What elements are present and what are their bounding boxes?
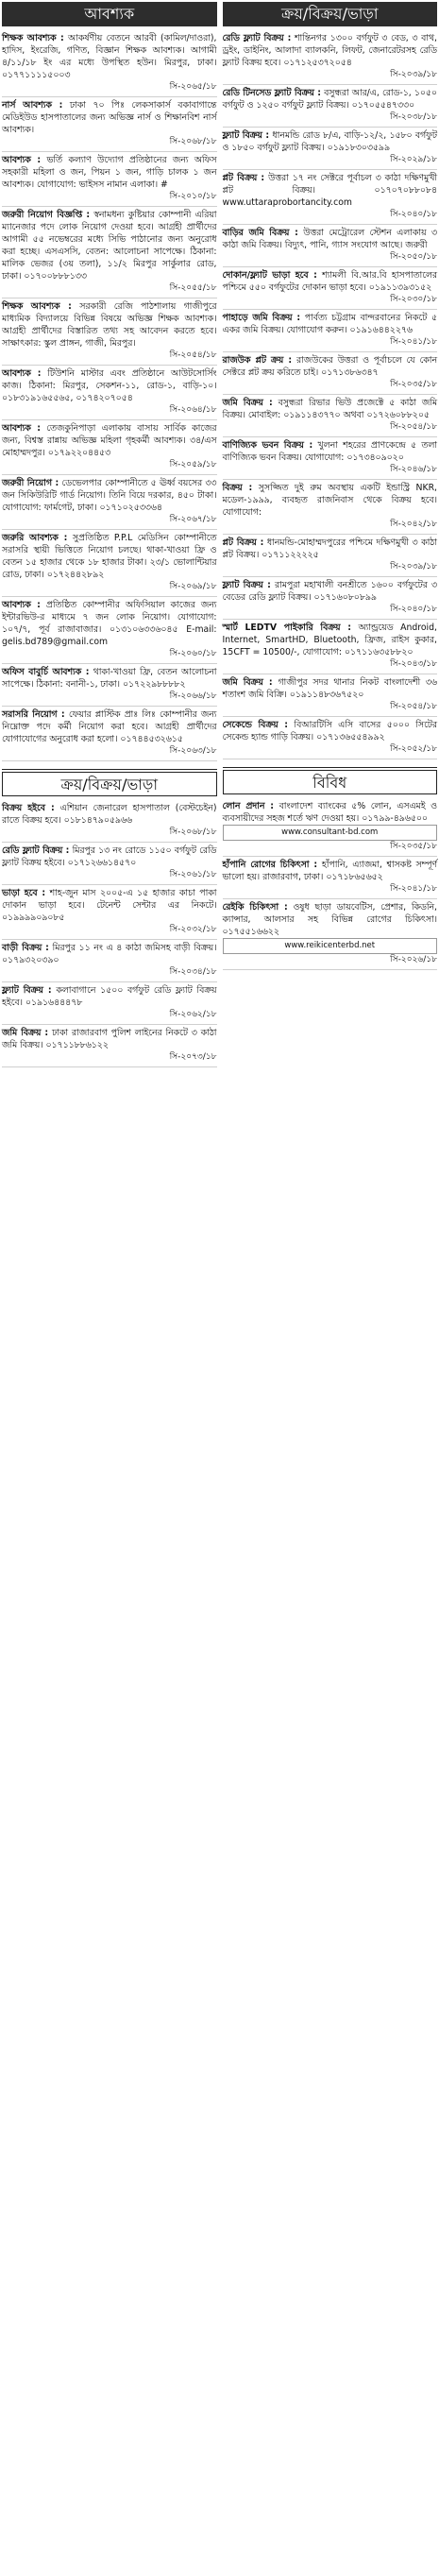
- ad-title: রেডি ফ্ল্যাট বিক্রয় :: [222, 33, 292, 43]
- ad-code: সি-২০৩৫/১৮: [390, 842, 437, 851]
- ad-body: সুসজ্জিত দুই রুম অবস্থায় একটি ইন্ডাস্ট্রি NKR, মডেল-১৯৯৯, ব্যবহৃত রাজনিবাস থেকে বিক্রয় হবে। যোগাযোগ:: [222, 483, 437, 518]
- ad-title: প্লট বিক্রয় :: [222, 537, 264, 548]
- ad-list: [223, 30, 438, 759]
- ad-title: জরুরী নিয়োগ বিজ্ঞপ্তি :: [2, 210, 91, 220]
- ad-code: সি-২০৩০/১৮: [390, 295, 437, 304]
- ad-code: সি-২০৫৪/১৮: [169, 350, 217, 360]
- classified-ad: [223, 352, 438, 395]
- ad-list: [2, 30, 217, 761]
- ad-code: সি-২০৭৩/১৮: [169, 1052, 217, 1062]
- classified-ad: [223, 170, 438, 225]
- classified-ad: [2, 152, 217, 207]
- classified-ad: [2, 707, 217, 761]
- ad-body: তেজকুনিপাড়া এলাকায় বাসায় সার্বিক কাজের জন্য, বিশ্বস্ত রান্নায় অভিজ্ঞ মহিলা গৃহকর্মী আবশ্যক। ৩৪/এস মোহাম্মদপুর। ০১৭৯২২০৪৪৫৩: [2, 423, 217, 458]
- ad-title: আবশ্যক :: [2, 423, 41, 434]
- ad-body: ঢাকা রাজারবাগ পুলিশ লাইনের নিকটে ৩ কাঠা জমি বিক্রয়। ০১৭১১৮৮৬১২২: [2, 1028, 217, 1050]
- ad-title: রেইকি চিকিৎসা :: [222, 902, 288, 913]
- ad-body: গাজীপুর সদর থানার নিকট বাংলাদেশী ৩৬ শতাংশ জমি বিক্রি। ০১৯১১৪৮৩৬৭৫২০: [222, 677, 438, 700]
- section-left-b: [2, 772, 217, 1067]
- ad-code: সি-২০৪৩/১৮: [390, 659, 437, 669]
- ad-body: শ্যামলী বি.আর.বি হাসপাতালের পশ্চিমে ৫৫০ বর্গফুটের দোকান ভাড়া হবে। ০১৯১১৩৯৩১৫২: [222, 270, 437, 293]
- classified-ad: [2, 475, 217, 530]
- ad-code: সি-২০৬১/১৮: [169, 870, 217, 879]
- ad-title: জমি বিক্রয় :: [222, 398, 273, 408]
- classified-ad: [223, 225, 438, 267]
- ad-code: সি-২০৫০/১৮: [390, 252, 437, 262]
- ad-body: বিআরটিসি এসি বাসের ৫০০০ সিটের সেকেন্ড হ্যান্ড গাড়ি বিক্রয়। ০১৭১৩৬৫৫৪৯৯২: [222, 720, 437, 742]
- ad-body: পার্বত্য চট্টগ্রাম বান্দরবানের নিকটে ৫ একর জমি বিক্রয়। যোগাযোগ করুন। ০১৯১৬৪৪২২৭৬: [222, 313, 437, 335]
- ad-body: এশিয়ান জেনারেল হাসপাতাল (বেস্টচেইন) রাতে বিক্রয় হবে। ০১৮১৪৭৯০৫৯৬৬: [2, 803, 217, 826]
- section-right-a: [223, 2, 438, 759]
- classified-ad: [2, 366, 217, 420]
- ad-title: ফ্ল্যাট বিক্রয় :: [2, 985, 52, 996]
- ad-code: সি-২০৬৭/১৮: [169, 515, 217, 524]
- ad-body: ওষুধ ছাড়া ডায়বেটিস, প্রেশার, কিডনি, ক্যান্সার, আলসার সহ বিভিন্ন রোগের চিকিৎসা। ০১৭৫৫১৬৬২২: [222, 902, 437, 937]
- ad-title: রেডি ফ্ল্যাট বিক্রয় :: [2, 845, 70, 856]
- ad-title: ফ্ল্যাট বিক্রয় :: [222, 580, 271, 590]
- ad-code: সি-২০৬৬/১৮: [169, 691, 217, 701]
- ad-code: সি-২০১০/১৮: [169, 192, 217, 201]
- ad-code: সি-২০৪১/১৮: [390, 337, 437, 347]
- ad-code: সি-২০৩৫/১৮: [390, 380, 437, 389]
- ad-body: টিউশনি মাস্টার এবং প্রতিষ্ঠানে আউটসোর্সিং কাজ। ঠিকানা: মিরপুর, সেকশন-১১, রোড-১, বাড়ি-১০। ০১৮৩১৯১৬৫৫৬৫, ০১৭৪২০৭০৫৪: [2, 368, 217, 403]
- ad-body: অ্যান্ড্রয়েড Android, Internet, SmartHD, Bluetooth, ফ্রিজ, রাইস কুকার, 15CFT = 10500/-, যোগাযোগ: ০১৭১১৬৩৫৮৮২০: [222, 623, 437, 657]
- section-header: ক্রয়/বিক্রয়/ভাড়া: [2, 772, 217, 796]
- classified-ad: [223, 899, 438, 970]
- classified-ad: [2, 885, 217, 940]
- classified-ad: [223, 437, 438, 480]
- ad-code: সি-২০৫৪/১৮: [390, 702, 437, 711]
- ad-code: সি-২০৬০/১৮: [169, 649, 217, 658]
- ad-title: জমি বিক্রয় :: [2, 1028, 49, 1038]
- ad-code: সি-২০৩৮/১৮: [390, 112, 437, 122]
- classified-ad: [2, 299, 217, 366]
- classified-ad: [223, 395, 438, 437]
- ad-code: সি-২০৩২/১৮: [169, 925, 217, 934]
- divider: [2, 769, 217, 770]
- ad-code: সি-২০৩৯/১৮: [390, 70, 437, 79]
- divider: [223, 767, 438, 768]
- classified-ad: [223, 30, 438, 85]
- ad-body: আকর্ষণীয় বেতনে আরবী (কামিল/দাওরা), হাদিস, ইংরেজি, গণিত, বিজ্ঞান শিক্ষক আবশ্যক। আগামী ৪/১১/১৮ ইং এর মধ্যে উপস্থিত হউন। মিরপুর, ঢাকা। ০১৭৭১১১১৫০০৩: [2, 33, 217, 80]
- ad-code: সি-২০৫২/১৮: [390, 744, 437, 754]
- section-header: বিবিধ: [223, 770, 438, 794]
- ad-title: পাহাড়ে জমি বিক্রয় :: [222, 313, 301, 323]
- ad-code: সি-২০৫৯/১৮: [169, 460, 217, 469]
- ad-title: রেডি টিনসেড ফ্ল্যাট বিক্রয় :: [222, 88, 322, 98]
- ad-title: সেকেন্ডে বিক্রয় :: [222, 720, 288, 730]
- ad-body: শান্তিনগর ১৩০০ বর্গফুট ৩ বেড, ৩ বাথ, ড্রইং, ডাইনিং, আলাদা ব্যালকনি, লিফট, জেনারেটরসহ রেডি ফ্ল্যাট বিক্রয় হবে। ০১৭১২৫৩৭২০৫৪: [222, 33, 437, 68]
- classified-ad: [2, 664, 217, 707]
- ad-code: সি-২০৬৩/১৮: [169, 746, 217, 756]
- classified-ad: [2, 940, 217, 982]
- ad-body: বসুন্ধরা আর/এ, রোড-১, ১০৫০ বর্গফুট ও ১২৫০ বর্গফুট ফ্ল্যাট বিক্রয়। ০১৭০৫৫৪৭৩৩০: [222, 88, 437, 111]
- ad-body: শাহ-জুন মাস ২০০৫-এ ১৫ হাজার কাচা পাকা দোকান ভাড়া হবে। টেনেন্ট সেন্টার এর নিকটে। ০১৯৯৯৯০৯০৮৫: [2, 888, 217, 923]
- ad-title: অফিস বাবুর্চি আবশ্যক :: [2, 667, 90, 677]
- ad-code: সি-২০৪২/১৮: [390, 520, 437, 529]
- right-column: [223, 2, 438, 2576]
- classified-ad: [2, 30, 217, 97]
- classified-ad: [2, 597, 217, 664]
- ad-body: বসুন্ধরা রিভার ভিউ প্রজেক্টে ৫ কাঠা জমি বিক্রয়। মোবাইল: ০১৯১১৪৩৭৭০ অথবা ০১৭২৬০৮৮২০৫: [222, 398, 437, 420]
- ad-title: প্লট বিক্রয় :: [222, 173, 265, 183]
- ad-title: আবশ্যক :: [2, 600, 41, 610]
- ad-code: সি-২০৬৮/১৮: [169, 827, 217, 837]
- ad-code: সি-২০৫৫/১৮: [169, 283, 217, 293]
- ad-title: রাজউক প্লট ক্রয় :: [222, 355, 293, 366]
- ad-body: ফেয়ার প্লাস্টিক প্রাঃ লিঃ কোম্পানীর জন্য নিম্নোক্ত পদে কর্মী নিয়োগ করা হবে। আগ্রহী প্রার্থীদের যোগাযোগের অনুরোধ করা হলো। ০১৭৪৪৫৩২৬১৫: [2, 709, 217, 744]
- ad-body: উত্তরা ১৭ নং সেক্টরে পূর্বাচল ৩ কাঠা দক্ষিণমুখী প্লট বিক্রয়। ০১৭০৭০৮৮০৮৪ www.uttaraprobortancity.com: [222, 173, 437, 208]
- ad-body: সরকারী রেজি পাঠশালায় গাজীপুরে মাধ্যমিক বিদ্যালয়ে বিভিন্ন বিষয়ে অভিজ্ঞ শিক্ষক আবশ্যক। আগ্রহী প্রার্থীদের বিস্তারিত তথ্য সহ আবেদন করতে হবে। সাক্ষাৎকার: স্কুল প্রাঙ্গন, গাজী, মিরপুর।: [2, 301, 217, 349]
- ad-website-link[interactable]: www.reikicenterbd.net: [223, 938, 438, 954]
- ad-code: সি-২০৪১/১৮: [390, 884, 437, 894]
- ad-code: সি-২০২৯/১৮: [390, 155, 437, 164]
- ad-website-link[interactable]: www.consultant-bd.com: [223, 825, 438, 841]
- section-header: আবশ্যক: [2, 2, 217, 26]
- classified-ad: [223, 798, 438, 857]
- classified-ad: [223, 310, 438, 352]
- section-header: ক্রয়/বিক্রয়/ভাড়া: [223, 2, 438, 26]
- classified-ad: [223, 267, 438, 310]
- classified-ad: [2, 530, 217, 597]
- ad-body: কলাবাগানে ১৫০০ বর্গফুট রেডি ফ্ল্যাট বিক্রয় হইবে। ০১৯১৬৪৪৪৭৮: [2, 985, 217, 1008]
- ad-code: সি-২০৪৬/১৮: [390, 465, 437, 474]
- classified-ad: [2, 982, 217, 1025]
- section-left-a: [2, 2, 217, 761]
- ad-body: হাঁপানি, এ্যাজমা, শ্বাসকষ্ট সম্পূর্ণ ভালো হয়। রাজারবাগ, ঢাকা। ০১৭১৮৬৫৬৫২: [222, 860, 437, 882]
- ad-code: সি-২০৪০/১৮: [390, 210, 437, 219]
- classified-ad: [2, 800, 217, 843]
- ad-body: ডেভেলপার কোম্পানীতে ৫ ঊর্ধ্ব বয়সের ৩৩ জন সিকিউরিটি গার্ড নিয়োগ। তিনি বিয়ে দরকার, ৪৫০ টাকা। যোগাযোগ: ফার্মগেট, ঢাকা। ০১৭১০২৫৩৩৬৪: [2, 478, 217, 513]
- classified-ad: [2, 843, 217, 885]
- ad-title: ফ্ল্যাট বিক্রয় :: [222, 130, 270, 141]
- ad-title: স্মার্ট LEDTV পাইকারি বিক্রয় :: [222, 623, 352, 633]
- ad-body: সুপ্রতিষ্ঠিত P.P.L মেডিসিন কোম্পানীতে সরাসরি স্থায়ী ভিত্তিতে নিয়োগ চলছে। থাকা-খাওয়া ফ্রি ও বেতন ১৫ হাজার থেকে ১৮ হাজার টাকা। ২৩/১ ভোলান্টিয়ার রোড, ঢাকা। ০১৭২৪৪২৮৯২: [2, 533, 217, 580]
- classified-ad: [2, 1025, 217, 1067]
- ad-body: বাংলাদেশ ব্যাংকের ৫% লোন, এসএমই ও ব্যবসায়ীদের সহজ শর্তে ঋণ দেওয়া হয়। ০১৭৯৯-৪৯৬৫০০: [222, 801, 437, 824]
- ad-title: বাড়ির জমি বিক্রয় :: [222, 228, 298, 238]
- classified-ad: [2, 207, 217, 299]
- ad-title: ভাড়া হবে :: [2, 888, 46, 898]
- classified-ad: [223, 85, 438, 128]
- ad-title: লোন প্রদান :: [222, 801, 274, 811]
- classified-ad: [223, 535, 438, 577]
- ad-body: উত্তরা মেট্রোরেল স্টেশন এলাকায় ৩ কাঠা জমি বিক্রয়। বিদ্যুৎ, পানি, গ্যাস সংযোগ আছে। জরুরী: [222, 228, 437, 250]
- ad-body: রাজউকের উত্তরা ও পূর্বাচলে যে কোন সেক্টরে প্লট ক্রয় করিতে চাই। ০১৭১৩৮৬৩৪৭: [222, 355, 437, 378]
- ad-body: থাকা-খাওয়া ফ্রি, বেতন আলোচনা সাপেক্ষে। ঠিকানা: বনানী-১, ঢাকা। ০১৭২২৯৮৮৮৮২: [2, 667, 217, 690]
- ad-body: রামপুরা মহাখালী বনশ্রীতে ১৬০০ বর্গফুটের ৩ বেডের রেডি ফ্ল্যাট বিক্রয়। ০১৭১৬০৮০৮৯৯: [222, 580, 437, 603]
- left-column: [2, 2, 217, 2576]
- ad-title: হাঁপানি রোগের চিকিৎসা :: [222, 860, 318, 870]
- ad-body: মিরপুর ১১ নং এ ৪ কাঠা জমিসহ বাড়ী বিক্রয়। ০১৭৯৩২০৩৯০: [2, 943, 217, 965]
- classified-ad: [223, 577, 438, 620]
- ad-code: সি-২০৪০/১৮: [390, 605, 437, 614]
- ad-title: শিক্ষক আবশ্যক :: [2, 301, 72, 312]
- ad-title: বিক্রয় হইবে :: [2, 803, 55, 813]
- ad-code: সি-২০৩৯/১৮: [390, 562, 437, 571]
- ad-body: মিরপুর ১৩ নং রোডে ১১৫০ বর্গফুট রেডি ফ্ল্যাট বিক্রয় হইবে। ০১৭১২৬৬১৪৫৭০: [2, 845, 217, 868]
- section-right-b: [223, 770, 438, 970]
- ad-title: বাণিজ্যিক ভবন বিক্রয় :: [222, 440, 313, 451]
- ad-code: সি-২০৬৯/১৮: [169, 582, 217, 591]
- ad-body: ধানমন্ডি-মোহাম্মদপুরের পশ্চিমে দক্ষিণমুখী ৩ কাঠা প্লট বিক্রয়। ০১৭১১২২২২৫: [222, 537, 437, 560]
- ad-body: স্বনামধন্য কুষ্টিয়ার কোম্পানী এরিয়া ম্যানেজার পদে লোক নিয়োগ দেওয়া হবে। আগ্রহী প্রার্থীদের আগামী ৫৫ নভেম্বরের মধ্যে সিভি পাঠানোর জন্য অনুরোধ করা হচ্ছে। এসএসসি, বেতন: আলোচনা সাপেক্ষে। ঠিকানা: মালিক ভেজর (৩য় তলা), ১১/২ মিরপুর সার্কুলার রোড, ঢাকা। ০১৭০০৮৮৮১৩৩: [2, 210, 217, 281]
- classified-ad: [223, 857, 438, 899]
- ad-code: সি-২০২৬/১৮: [390, 955, 437, 964]
- ad-title: শিক্ষক আবশ্যক :: [2, 33, 64, 43]
- ad-title: আবশ্যক :: [2, 368, 42, 379]
- classified-ad: [223, 480, 438, 535]
- classified-ad: [2, 97, 217, 152]
- ad-code: সি-২০৩৪/১৮: [169, 967, 217, 977]
- ad-code: সি-২০৬৮/১৮: [169, 137, 217, 146]
- ad-body: প্রতিষ্ঠিত কোম্পানীর অফিসিয়াল কাজের জন্য ইন্টারভিউ-র মাধ্যমে ৭ জন লোক নিয়োগ। যোগাযোগ: ১০৭/৭, পূর্ব রাজাবাজার। ০১৩১০৬৩৩৬০৪৫ E-mail: gelis.bd789@gmail.com: [2, 600, 217, 647]
- ad-title: জরুরি আবশ্যক :: [2, 533, 68, 543]
- classified-ad: [223, 674, 438, 717]
- ad-body: ভর্তি কল্যাণ উদ্যোগ প্রতিষ্ঠানের জন্য অফিস সহকারী মহিলা ও জন, পিয়ন ১ জন, গাড়ি চালক ১ জন আবশ্যক। যোগাযোগ: ভাইসস নামান এলাকা। #: [2, 155, 217, 190]
- ad-code: সি-২০৬৫/১৮: [169, 82, 217, 92]
- ad-title: দোকান/ফ্ল্যাট ভাড়া হবে :: [222, 270, 317, 281]
- classified-ad: [223, 128, 438, 170]
- ad-title: সরাসরি নিয়োগ :: [2, 709, 65, 720]
- ad-code: সি-২০৬৪/১৮: [169, 405, 217, 415]
- ad-list: [2, 800, 217, 1067]
- ad-title: বাড়ী বিক্রয় :: [2, 943, 49, 953]
- ad-body: ধানমন্ডি রোড ৮/এ, বাড়ি-১২/২, ১৫৮০ বর্গফুট ও ১৮৫০ বর্গফুট ফ্ল্যাট বিক্রয়। ০১৯১৮৩০৩৫৯৯: [222, 130, 437, 153]
- ad-title: জমি বিক্রয় :: [222, 677, 273, 688]
- classified-ad: [223, 620, 438, 674]
- ad-body: ঢাকা ৭০ পিঃ লেকসাকার্স বকাবাগান্তে মেডিইউড হাসপাতালের জন্য অভিজ্ঞ নার্স ও শিক্ষানবিশ নার্স আবশ্যক।: [2, 100, 217, 135]
- ad-body: খুলনা শহরের প্রাণকেন্দ্রে ৫ তলা বাণিজ্যিক ভবন বিক্রয়। যোগাযোগ: ০১৭৩৪০৯০২০: [222, 440, 437, 463]
- classified-ad: [223, 717, 438, 759]
- ad-list: [223, 798, 438, 970]
- ad-title: আবশ্যক :: [2, 155, 42, 165]
- classified-ad: [2, 420, 217, 475]
- ad-title: জরুরী নিয়োগ :: [2, 478, 59, 488]
- ad-title: নার্স আবশ্যক :: [2, 100, 63, 111]
- ad-code: সি-২০৫৪/১৮: [390, 422, 437, 432]
- ad-code: সি-২০৬২/১৮: [169, 1010, 217, 1019]
- ad-title: বিক্রয় :: [222, 483, 253, 493]
